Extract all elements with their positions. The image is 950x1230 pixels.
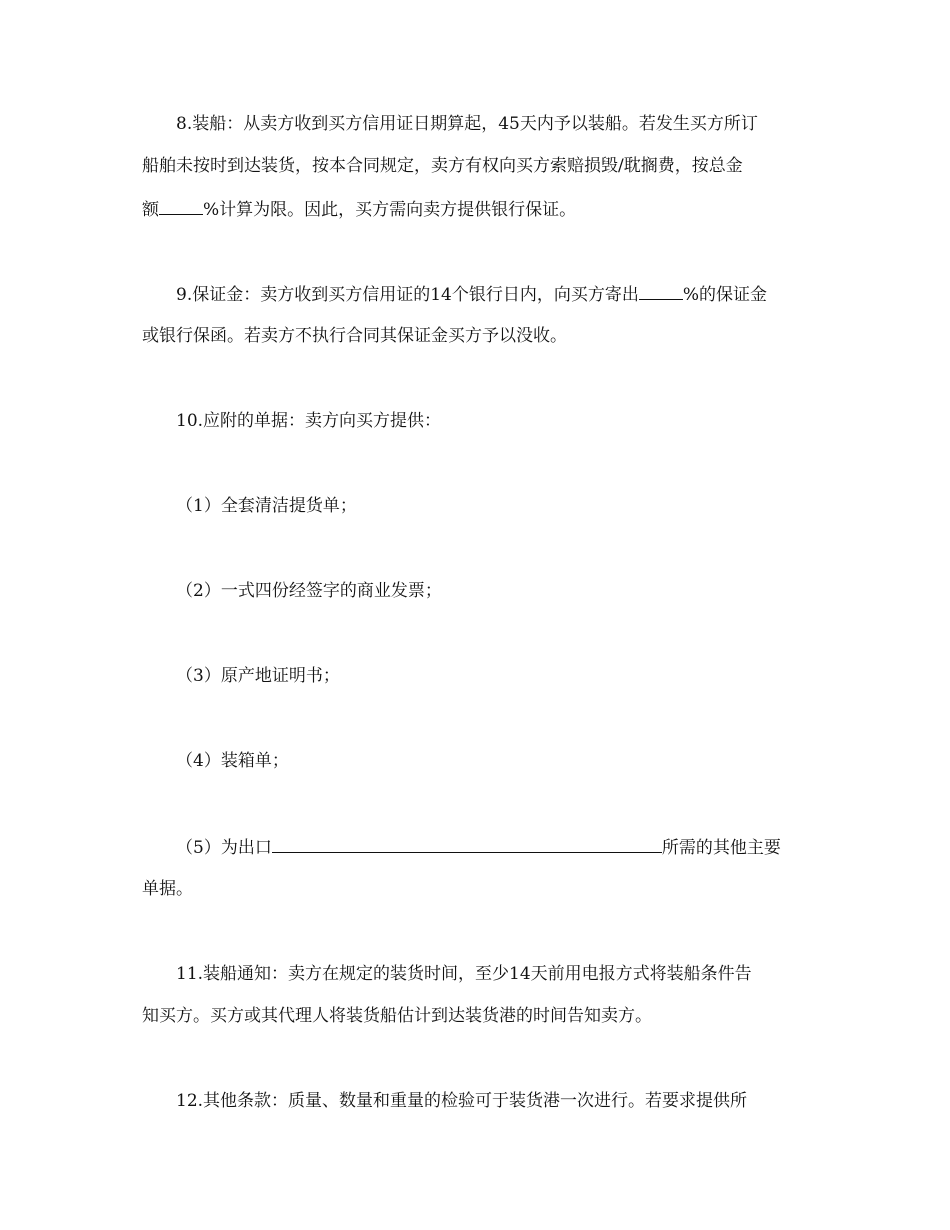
clause-10-item-3: [176, 665, 340, 687]
clause-10-item-2: [176, 580, 442, 602]
clause-10-item-5-text-a: （5）为出口: [176, 838, 272, 858]
clause-10-item-5-line-2: [142, 878, 193, 900]
clause-10-item-5: [176, 836, 781, 858]
clause-10-item-1-text: （1）全套清洁提货单；: [176, 496, 357, 516]
clause-9-blank: [639, 283, 683, 300]
clause-10-item-1: [176, 495, 357, 517]
clause-8-line-1: [176, 113, 758, 135]
clause-9-text-2: 或银行保函。若卖方不执行合同其保证金买方予以没收。: [142, 326, 567, 346]
clause-10-item-5-text-b: 所需的其他主要: [661, 838, 781, 858]
clause-8-text-1: 8.装船：从卖方收到买方信用证日期算起，45天内予以装船。若发生买方所订: [176, 114, 758, 134]
clause-8-text-3a: 额: [142, 200, 159, 220]
clause-9-line-2: [142, 325, 567, 347]
clause-10-heading-text: 10.应附的单据：卖方向买方提供：: [176, 411, 442, 431]
clause-9-text-1b: %的保证金: [682, 285, 768, 305]
clause-11-line-2: [142, 1005, 652, 1027]
clause-8-text-3b: %计算为限。因此，买方需向卖方提供银行保证。: [203, 200, 577, 220]
clause-8-text-2: 船舶未按时到达装货，按本合同规定，卖方有权向买方索赔损毁/耽搁费，按总金: [142, 156, 743, 176]
clause-10-heading: [176, 410, 441, 432]
clause-10-item-3-text: （3）原产地证明书；: [176, 666, 340, 686]
clause-8-line-3: [142, 198, 576, 220]
clause-10-item-5-blank: [272, 836, 662, 853]
clause-9-text-1a: 9.保证金：卖方收到买方信用证的14个银行日内，向买方寄出: [176, 285, 639, 305]
clause-8-blank: [159, 198, 203, 215]
clause-12-text-1: 12.其他条款：质量、数量和重量的检验可于装货港一次进行。若要求提供所: [176, 1091, 748, 1111]
clause-8-line-2: [142, 155, 743, 177]
clause-9-line-1: [176, 283, 767, 305]
clause-10-item-2-text: （2）一式四份经签字的商业发票；: [176, 581, 442, 601]
clause-10-item-4: [176, 750, 289, 772]
clause-11-text-2: 知买方。买方或其代理人将装货船估计到达装货港的时间告知卖方。: [142, 1006, 652, 1026]
clause-10-item-5-text-2: 单据。: [142, 879, 193, 899]
clause-11-line-1: [176, 963, 752, 985]
clause-12-line-1: [176, 1090, 747, 1112]
clause-10-item-4-text: （4）装箱单；: [176, 751, 289, 771]
clause-11-text-1: 11.装船通知：卖方在规定的装货时间，至少14天前用电报方式将装船条件告: [176, 964, 752, 984]
